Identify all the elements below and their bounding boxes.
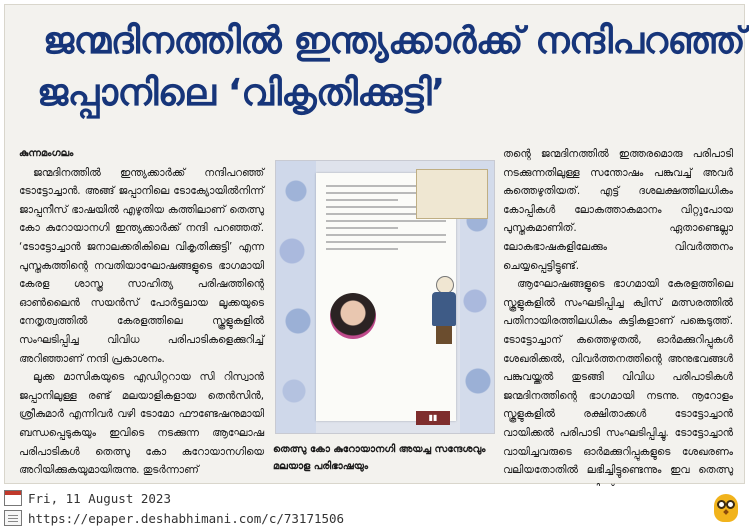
paragraph: ജന്മദിനത്തിൽ ഇന്ത്യക്കാർക്ക് നന്ദിപറഞ്ഞ് ടോട്ടോച്ചാൻ. അങ്ങ് ജപ്പാനിലെ ടോക്യോയിൽനിന്ന് ജാപ്പനീസ് ഭാഷയിൽ എഴുതിയ കത്തിലാണ് തെത്സു കോ കുറോയാനഗി ഇന്ത്യക്കാർക്ക് നന്ദി പറഞ്ഞത്. ‘ടോട്ടോച്ചാൻ ജനാലക്കരികിലെ വികൃതിക്കുട്ടി’ എന്ന പുസ്തകത്തിന്റെ നവതിയാഘോഷങ്ങളുടെ ഭാഗമായി കേരള ശാസ്ത്ര സാഹിത്യ പരിഷത്തിന്റെ ഓൺലൈൻ സയൻസ് പോർട്ടലായ ലൂക്കയുടെ നേതൃത്വത്തിൽ കേരളത്തിലെ സ്കൂളുകളിൽ സംഘടിപ്പിച്ച വിവിധ പരിപാടികളെക്കുറിച്ച് അറിഞ്ഞാണ് നന്ദി പ്രകാശനം. [19,166,264,365]
printed-note [416,169,488,219]
document-icon [4,510,22,526]
newspaper-clipping [4,4,745,484]
photo-caption: തെത്സു കോ കുറോയാനഗി അയച്ച സന്ദേശവും മലയാള പരിഭാഷയും [273,444,486,472]
headline-line-2: ജപ്പാനിലെ ‘വികൃതിക്കുട്ടി’ [37,71,445,114]
hydrangea-decoration [276,161,316,433]
left-column [19,145,264,480]
letter-photo [275,160,495,434]
right-column [503,145,733,517]
footer-date-row [4,488,171,508]
footer-url-row [4,508,344,528]
calendar-icon [4,490,22,506]
footer-date: Fri, 11 August 2023 [28,490,171,506]
owl-icon [711,490,741,524]
footer [0,486,749,530]
footer-url[interactable]: https://epaper.deshabhimani.com/c/73171506 [28,510,345,526]
dateline: കുന്നമംഗലം [19,148,74,159]
paragraph: ആഘോഷങ്ങളുടെ ഭാഗമായി കേരളത്തിലെ സ്കൂളുകളിൽ സംഘടിപ്പിച്ച ക്വിസ് മത്സരത്തിൽ പതിനായിരത്തിലധികം കുട്ടികളാണ് പങ്കെടുത്ത്. ടോട്ടോച്ചാന് കത്തെഴുതൽ, ഓർമക്കുറിപ്പുകൾ ശേഖരിക്കൽ, വിവർത്തനത്തിന്റെ അനുഭവങ്ങൾ പങ്കുവയ്ക്കൽ തുടങ്ങി വിവിധ പരിപാടികൾ ജന്മദിനത്തിന്റെ ഭാഗമായി നടന്നു. നൂറോളം സ്കൂളുകളിൽ രക്ഷിതാക്കൾ ടോട്ടോച്ചാൻ വായിക്കൽ പരിപാടി സംഘടിപ്പിച്ചു. ടോട്ടോച്ചാൻ വായിച്ചവരുടെ ഓർമക്കുറിപ്പുകളുടെ ശേഖരണം വലിയതോതിൽ ലഭിച്ചിട്ടുണ്ടെന്നും ഇവ തെത്സു [503,278,733,477]
paragraph: തന്റെ ജന്മദിനത്തിൽ ഇത്തരമൊരു പരിപാടി നടക്കുന്നതിലുള്ള സന്തോഷം പങ്കുവച്ച് അവർ കത്തെഴുതിയത്. എട്ട് ദശലക്ഷത്തിലധികം കോപ്പികൾ ലോകത്താകമാനം വിറ്റുപോയ പുസ്തകമാണിത്. ഏതാണ്ടെല്ലാ ലോകഭാഷകളിലേക്കും വിവർത്തനം ചെയ്യപ്പെട്ടിട്ടുണ്ട്. [503,148,733,272]
headline-line-1: ജന്മദിനത്തിൽ ഇന്ത്യക്കാർക്ക് നന്ദിപറഞ്ഞ് [43,19,746,62]
totto-chan-figurine [426,276,462,346]
paragraph: ലൂക്ക മാസികയുടെ എഡിറ്ററായ സി റിസ്വാൻ ജപ്പാനിലുള്ള രണ്ട് മലയാളികളായ തെൻസിൻ, ശ്രീകുമാർ എന്നിവർ വഴി ടോമോ ഫൗണ്ടേഷനുമായി ബന്ധപ്പെടുകയും ഇവിടെ നടക്കുന്ന ആഘോഷ പരിപാടികൾ തെത്സു കോ കുറോയാനഗിയെ അറിയിക്കുകയുമായിരുന്നു. തുടർന്നാണ് [19,371,264,477]
luca-logo: ▮▮ [416,411,450,425]
portrait-photo [330,293,376,339]
